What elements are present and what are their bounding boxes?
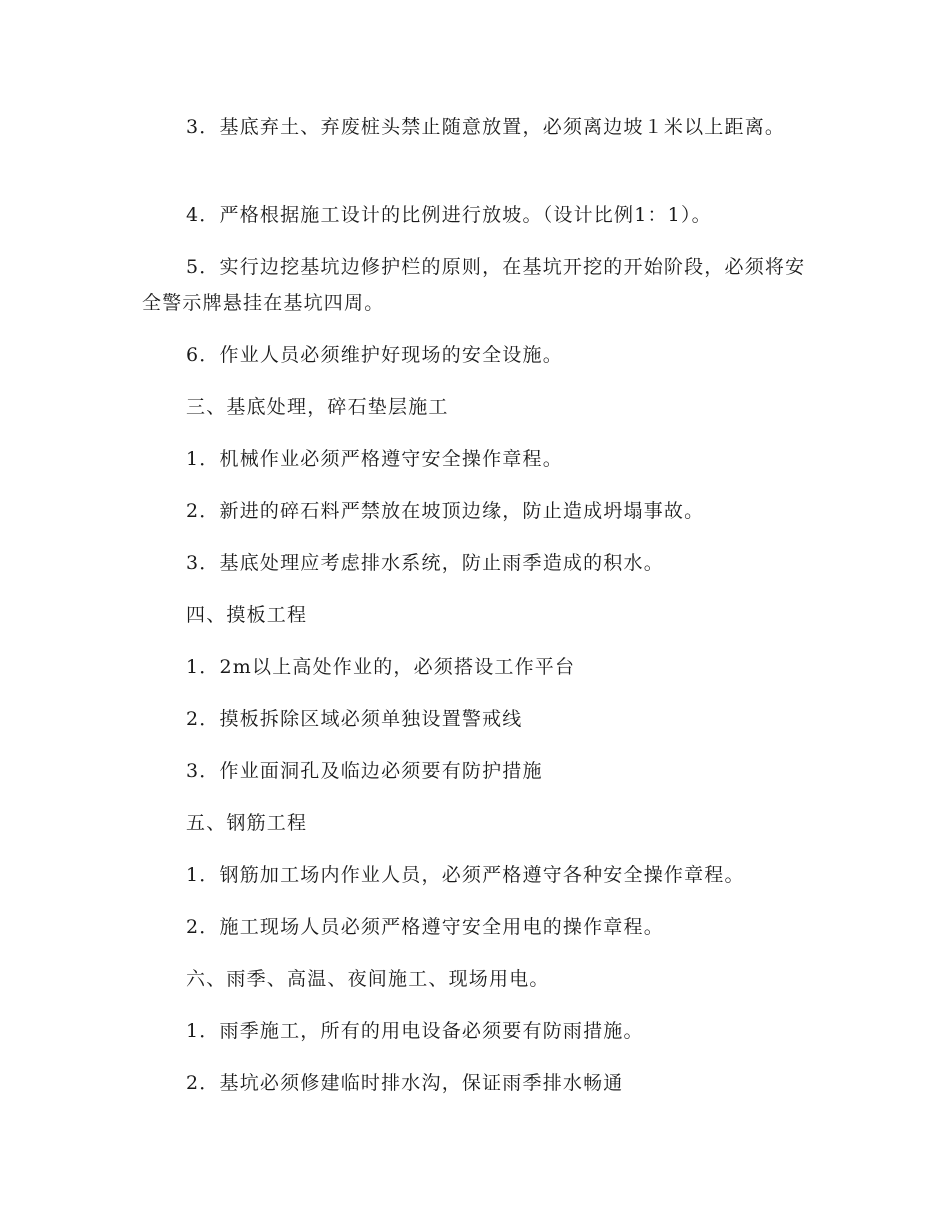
section-heading-formwork: 四、摸板工程 [186,604,308,626]
paragraph-drainage-system: 3．基底处理应考虑排水系统，防止雨季造成的积水。 [186,552,664,574]
paragraph-base-spoil-disposal: 3．基底弃土、弃废桩头禁止随意放置，必须离边坡１米以上距离。 [186,116,786,138]
paragraph-rain-protection: 1．雨季施工，所有的用电设备必须要有防雨措施。 [186,1020,644,1042]
section-heading-base-treatment: 三、基底处理，碎石垫层施工 [186,396,449,418]
paragraph-work-platform: 1．2m以上高处作业的，必须搭设工作平台 [186,656,576,678]
paragraph-opening-protection: 3．作业面洞孔及临边必须要有防护措施 [186,760,543,782]
paragraph-electrical-safety: 2．施工现场人员必须严格遵守安全用电的操作章程。 [186,916,664,938]
paragraph-slope-ratio: 4．严格根据施工设计的比例进行放坡。（设计比例1：1）。 [186,204,712,226]
paragraph-rebar-yard-rules: 1．钢筋加工场内作业人员，必须严格遵守各种安全操作章程。 [186,864,745,886]
paragraph-warning-line: 2．摸板拆除区域必须单独设置警戒线 [186,708,523,730]
paragraph-machinery-rules: 1．机械作业必须严格遵守安全操作章程。 [186,448,563,470]
paragraph-drainage-ditch: 2．基坑必须修建临时排水沟，保证雨季排水畅通 [186,1072,624,1094]
section-heading-rain-heat-night: 六、雨季、高温、夜间施工、现场用电。 [186,968,550,990]
paragraph-maintain-safety-facilities: 6．作业人员必须维护好现场的安全设施。 [186,344,563,366]
section-heading-rebar: 五、钢筋工程 [186,812,308,834]
paragraph-gravel-storage: 2．新进的碎石料严禁放在坡顶边缘，防止造成坍塌事故。 [186,500,705,522]
paragraph-guardrail-principle: 5．实行边挖基坑边修护栏的原则，在基坑开挖的开始阶段，必须将安全警示牌悬挂在基坑四周。 [142,256,806,314]
